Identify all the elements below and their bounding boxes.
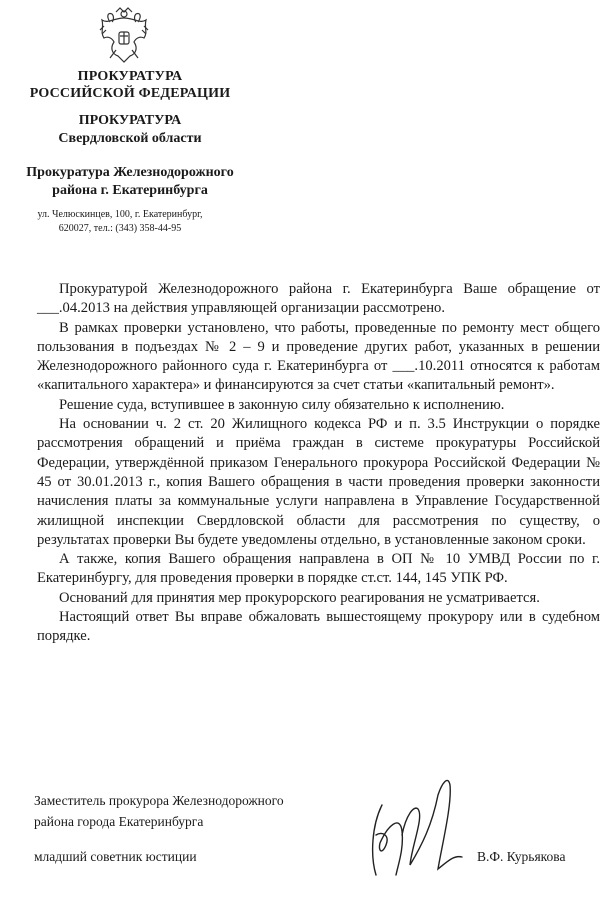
paragraph-5: А также, копия Вашего обращения направлена в ОП № 10 УМВД России по г. Екатеринбургу, для проведения проверки в порядке ст.ст. 144, 145 УПК РФ.: [37, 551, 600, 587]
signatory-name: В.Ф. Курьякова: [477, 849, 566, 864]
paragraph-7: Настоящий ответ Вы вправе обжаловать вышестоящему прокурору или в судебном порядке.: [37, 609, 600, 645]
address-block: [0, 208, 240, 236]
district-header: [0, 164, 260, 200]
address-line-2: 620027, тел.: (343) 358-44-95: [58, 223, 182, 234]
paragraph-4: На основании ч. 2 ст. 20 Жилищного кодекса РФ и п. 3.5 Инструкции о порядке рассмотрения обращений и приёма граждан в системе прокуратуры Российской Федерации, утверждённой приказом Генерального прокурора Российской Федерации № 45 от 30.01.2013 г., копия Вашего обращения в части проведения проверки законности начисления платы за коммунальные услуги направлена в Управление Государственной жилищной инспекции Свердловской области для рассмотрения по существу, о результатах проверки Вы будете уведомлены отдельно, в установленные законом сроки.: [37, 416, 600, 548]
paragraph-2: В рамках проверки установлено, что работы, проведенные по ремонту мест общего пользования в подъездах № 2 – 9 и проведение других работ, указанных в решении Железнодорожного районного суда г. Екатеринбурга от ___.10.2011 относятся к работам «капитального характера» и финансируются за счет статьи «капитальный ремонт».: [37, 319, 600, 394]
region-line-2: Свердловской области: [58, 131, 202, 146]
signatory-position: [34, 790, 284, 832]
paragraph-3: Решение суда, вступившее в законную силу обязательно к исполнению.: [59, 396, 505, 413]
paragraph-1: Прокуратурой Железнодорожного района г. Екатеринбурга Ваше обращение от ___.04.2013 на действия управляющей организации рассмотрено.: [37, 281, 600, 317]
double-headed-eagle-emblem-icon: [96, 6, 152, 66]
district-line-2: района г. Екатеринбурга: [52, 183, 208, 198]
org-line-1: ПРОКУРАТУРА: [77, 69, 183, 84]
position-line-2: района города Екатеринбурга: [34, 814, 204, 829]
org-line-2: РОССИЙСКОЙ ФЕДЕРАЦИИ: [29, 86, 231, 101]
handwritten-signature: [352, 765, 502, 885]
letter-body: [37, 280, 600, 647]
signatory-rank: младший советник юстиции: [34, 849, 197, 864]
org-header: [0, 68, 260, 102]
paragraph-6: Оснований для принятия мер прокурорского реагирования не усматривается.: [59, 589, 540, 606]
region-line-1: ПРОКУРАТУРА: [78, 113, 182, 128]
address-line-1: ул. Челюскинцев, 100, г. Екатеринбург,: [37, 209, 203, 220]
region-header: [0, 112, 260, 148]
position-line-1: Заместитель прокурора Железнодорожного: [34, 793, 284, 808]
district-line-1: Прокуратура Железнодорожного: [26, 165, 234, 180]
